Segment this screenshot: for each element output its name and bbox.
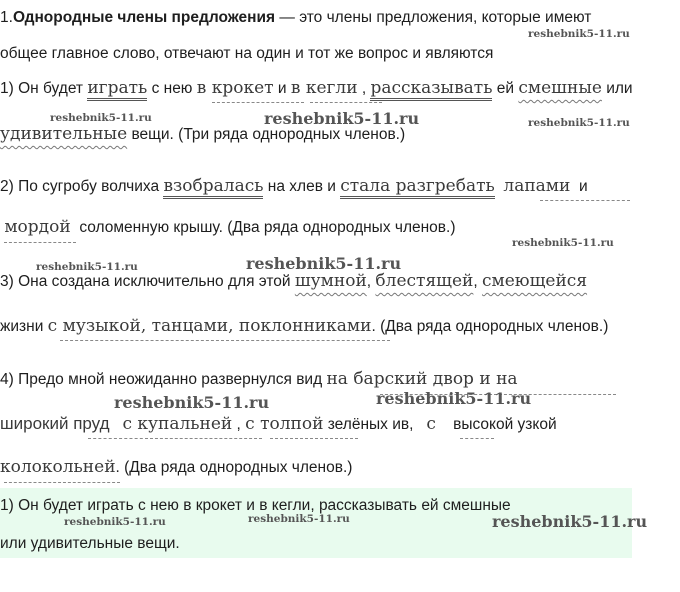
dashed-underline bbox=[150, 438, 262, 439]
intro-number: 1. bbox=[0, 9, 13, 26]
watermark: reshebnik5-11.ru bbox=[114, 393, 270, 412]
text: вещи. (Три ряда однородных членов.) bbox=[127, 126, 406, 143]
attribute-smeyushcheysya: смеющейся bbox=[482, 271, 588, 291]
watermark: reshebnik5-11.ru bbox=[512, 237, 614, 249]
watermark: reshebnik5-11.ru bbox=[376, 389, 532, 408]
text: . (Два ряда однородных членов.) bbox=[371, 318, 609, 335]
text: 3) Она создана исключительно для этой bbox=[0, 273, 295, 290]
predicate-stala-razgrebat: стала разгребать bbox=[340, 176, 495, 199]
text: высокой узкой bbox=[453, 416, 557, 433]
example-1-line-1 bbox=[0, 78, 633, 99]
example-4-line-1 bbox=[0, 369, 518, 390]
dashed-underline bbox=[60, 340, 390, 341]
watermark: reshebnik5-11.ru bbox=[528, 117, 630, 129]
attribute-s: с bbox=[426, 414, 436, 434]
attribute-s-kupalney: с купальней bbox=[122, 414, 233, 434]
object-lapami: лапами bbox=[503, 176, 571, 196]
watermark: reshebnik5-11.ru bbox=[528, 28, 630, 40]
object-s-muzykoy: с музыкой, танцами, поклонниками bbox=[47, 316, 372, 336]
watermark: reshebnik5-11.ru bbox=[64, 516, 166, 528]
attribute-udivitelnye: удивительные bbox=[0, 124, 128, 144]
text: , bbox=[473, 273, 482, 290]
text: или bbox=[601, 80, 633, 97]
text: 2) По сугробу волчиха bbox=[0, 178, 164, 195]
text: , bbox=[366, 273, 376, 290]
object-krocket: в крокет bbox=[196, 78, 274, 98]
answer-line-1: 1) Он будет играть с нею в крокет и в кегли, рассказывать ей смешные bbox=[0, 497, 511, 514]
text: соломенную крышу. (Два ряда однородных членов.) bbox=[79, 219, 456, 236]
example-4-line-3 bbox=[0, 457, 352, 478]
text: и bbox=[273, 80, 291, 97]
dashed-underline bbox=[270, 438, 358, 439]
predicate-rasskazyvat: рассказывать bbox=[370, 78, 492, 101]
example-4-line-2 bbox=[0, 414, 557, 435]
dashed-underline bbox=[4, 482, 120, 483]
watermark: reshebnik5-11.ru bbox=[492, 512, 648, 531]
attribute-kolokolney: колокольней bbox=[0, 457, 116, 477]
text: . (Два ряда однородных членов.) bbox=[115, 459, 353, 476]
dashed-underline bbox=[460, 438, 494, 439]
dashed-underline bbox=[540, 200, 630, 201]
object-mordoy: мордой bbox=[4, 217, 71, 237]
watermark: reshebnik5-11.ru bbox=[248, 513, 350, 525]
answer-line-2: или удивительные вещи. bbox=[0, 535, 180, 552]
object-na-barskiy-dvor: на барский двор и на bbox=[326, 369, 518, 389]
watermark: reshebnik5-11.ru bbox=[246, 254, 402, 273]
object-shirokiy-prud: широкий пруд bbox=[0, 414, 110, 433]
dashed-underline bbox=[88, 438, 148, 439]
object-kegli: в кегли bbox=[290, 78, 358, 98]
predicate-igrat: играть bbox=[87, 78, 147, 101]
text: 1) Он будет bbox=[0, 80, 88, 97]
text: с нею bbox=[147, 80, 197, 97]
example-2-line-2 bbox=[0, 217, 456, 238]
dashed-underline bbox=[310, 102, 382, 103]
predicate-vzobralas: взобралась bbox=[163, 176, 263, 199]
attribute-shumnoy: шумной bbox=[294, 271, 367, 291]
text: на хлев и bbox=[263, 178, 341, 195]
text: зелёных ив, bbox=[323, 416, 414, 433]
intro-line-1 bbox=[0, 8, 591, 28]
text: , bbox=[357, 80, 371, 97]
example-2-line-1 bbox=[0, 176, 588, 197]
attribute-s-tolpoy: с толпой bbox=[245, 414, 324, 434]
dashed-underline bbox=[212, 102, 304, 103]
term-bold: Однородные члены предложения bbox=[12, 9, 276, 26]
attribute-blestyashchey: блестящей bbox=[375, 271, 474, 291]
text: ей bbox=[492, 80, 519, 97]
text: и bbox=[579, 178, 588, 195]
dashed-underline bbox=[4, 242, 76, 243]
text: жизни bbox=[0, 318, 48, 335]
example-3-line-2 bbox=[0, 316, 608, 337]
attribute-smeshnye: смешные bbox=[518, 78, 602, 98]
intro-line-2: общее главное слово, отвечают на один и тот же вопрос и являются bbox=[0, 45, 494, 62]
watermark: reshebnik5-11.ru bbox=[36, 261, 138, 273]
watermark: reshebnik5-11.ru bbox=[50, 112, 152, 124]
watermark: reshebnik5-11.ru bbox=[264, 109, 420, 128]
example-3-line-1 bbox=[0, 271, 587, 292]
text: 4) Предо мной неожиданно развернулся вид bbox=[0, 371, 327, 388]
definition-part-1: — это члены предложения, которые имеют bbox=[275, 9, 592, 26]
text: , bbox=[232, 416, 246, 433]
